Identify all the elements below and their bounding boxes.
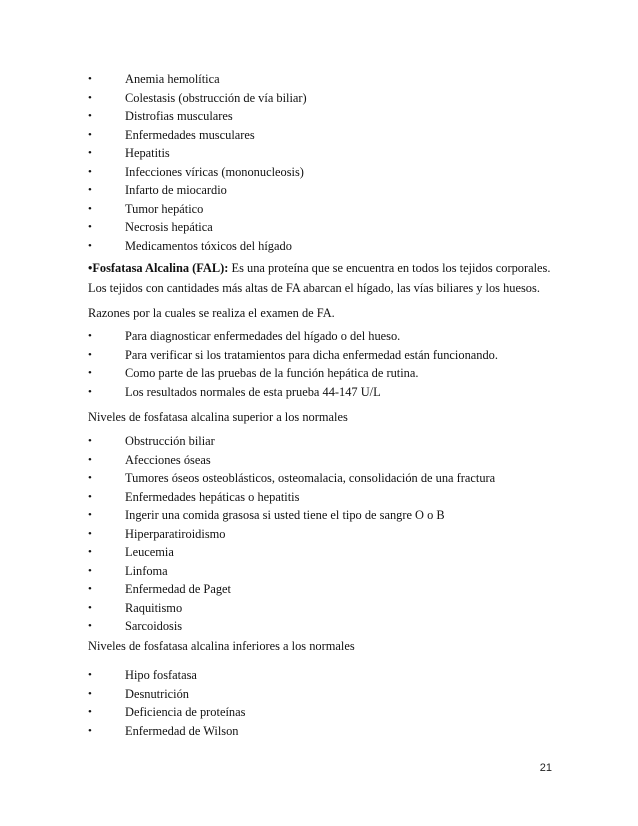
list-item-text: Deficiencia de proteínas [125,705,246,719]
list-item-text: Tumor hepático [125,201,204,216]
bullet-icon: • [88,73,92,85]
list-item-text: Medicamentos tóxicos del hígado [125,238,292,253]
list-item-text: Para diagnosticar enfermedades del hígado o del hueso. [125,329,401,343]
fal-line-1 [88,258,568,278]
bullet-icon: • [88,724,92,737]
list-item-text: Enfermedad de Paget [125,582,231,596]
list-item-text: Los resultados normales de esta prueba 44-147 U/L [125,384,381,399]
bullet-icon: • [88,583,92,595]
list-item-text: Colestasis (obstrucción de vía biliar) [125,90,307,105]
list-item-text: Enfermedades musculares [125,127,255,142]
list-item [88,383,588,402]
bullet-icon: • [88,128,92,141]
bullet-icon: • [88,490,92,503]
list-item-text: Distrofias musculares [125,109,233,123]
bullet-icon: • [88,564,92,577]
bullet-icon: • [88,165,92,178]
fal-line1-text: Es una proteína que se encuentra en todos los tejidos corporales. [228,261,551,275]
list-item-text: Tumores óseos osteoblásticos, osteomalacia, consolidación de una fractura [125,471,496,485]
bullet-icon: • [88,239,92,252]
page-number: 21 [539,762,552,774]
bullet-icon: • [88,706,92,718]
list-item [88,617,588,636]
list-item-text: Afecciones óseas [125,452,211,467]
list-item [88,89,588,108]
list-item [88,70,588,89]
bullet-icon: • [88,385,92,398]
list-item [88,451,588,470]
list-item [88,432,588,451]
bullet-icon: • [88,435,92,447]
bullet-icon: • [88,91,92,104]
list-item-text: Linfoma [125,563,168,578]
list-item-text: Hiperparatiroidismo [125,526,226,541]
superior-causes-list [88,432,588,636]
bullet-icon: • [88,687,92,700]
list-item [88,488,588,507]
bullet-icon: • [88,453,92,466]
list-item-text: Obstrucción biliar [125,434,215,448]
bullet-icon: • [88,330,92,342]
list-item-text: Enfermedades hepáticas o hepatitis [125,489,300,504]
list-item [88,722,588,741]
bullet-icon: • [88,527,92,540]
list-item [88,703,588,722]
list-item [88,543,588,562]
causes-list [88,70,588,255]
list-item-text: Necrosis hepática [125,220,213,234]
list-item [88,237,588,256]
list-item [88,506,588,525]
list-item-text: Enfermedad de Wilson [125,723,239,738]
fal-lead: •Fosfatasa Alcalina (FAL): [88,261,229,275]
bullet-icon: • [88,202,92,215]
list-item-text: Hepatitis [125,146,170,160]
fal-line-2: Los tejidos con cantidades más altas de FA abarcan el hígado, las vías biliares y los huesos. [88,281,540,295]
bullet-icon: • [88,472,92,484]
list-item-text: Infarto de miocardio [125,183,227,197]
list-item [88,469,588,488]
bullet-icon: • [88,110,92,122]
bullet-icon: • [88,221,92,233]
list-item [88,346,588,365]
reasons-list [88,327,588,401]
inferior-heading: Niveles de fosfatasa alcalina inferiores a los normales [88,639,355,653]
list-item [88,562,588,581]
list-item-text: Anemia hemolítica [125,72,220,86]
list-item-text: Desnutrición [125,686,190,701]
list-item [88,107,588,126]
list-item-text: Para verificar si los tratamientos para dicha enfermedad están funcionando. [125,347,498,362]
list-item [88,200,588,219]
razones-heading: Razones por la cuales se realiza el examen de FA. [88,306,335,320]
bullet-icon: • [88,620,92,632]
bullet-icon: • [88,601,92,614]
list-item-text: Sarcoidosis [125,619,183,633]
list-item-text: Leucemia [125,545,174,559]
list-item-text: Raquitismo [125,600,183,615]
bullet-icon: • [88,348,92,361]
list-item [88,525,588,544]
list-item [88,218,588,237]
bullet-icon: • [88,546,92,558]
fal-paragraph [88,258,568,298]
list-item-text: Como parte de las pruebas de la función hepática de rutina. [125,366,419,380]
list-item [88,181,588,200]
list-item-text: Infecciones víricas (mononucleosis) [125,164,304,179]
list-item [88,163,588,182]
bullet-icon: • [88,367,92,379]
list-item [88,364,588,383]
list-item [88,685,588,704]
superior-heading: Niveles de fosfatasa alcalina superior a los normales [88,410,348,424]
list-item [88,144,588,163]
list-item [88,666,588,685]
bullet-icon: • [88,509,92,521]
list-item [88,327,588,346]
bullet-icon: • [88,147,92,159]
inferior-causes-list [88,666,588,740]
bullet-icon: • [88,184,92,196]
list-item [88,580,588,599]
list-item [88,599,588,618]
list-item-text: Hipo fosfatasa [125,668,197,682]
bullet-icon: • [88,669,92,681]
list-item [88,126,588,145]
list-item-text: Ingerir una comida grasosa si usted tiene el tipo de sangre O o B [125,508,445,522]
